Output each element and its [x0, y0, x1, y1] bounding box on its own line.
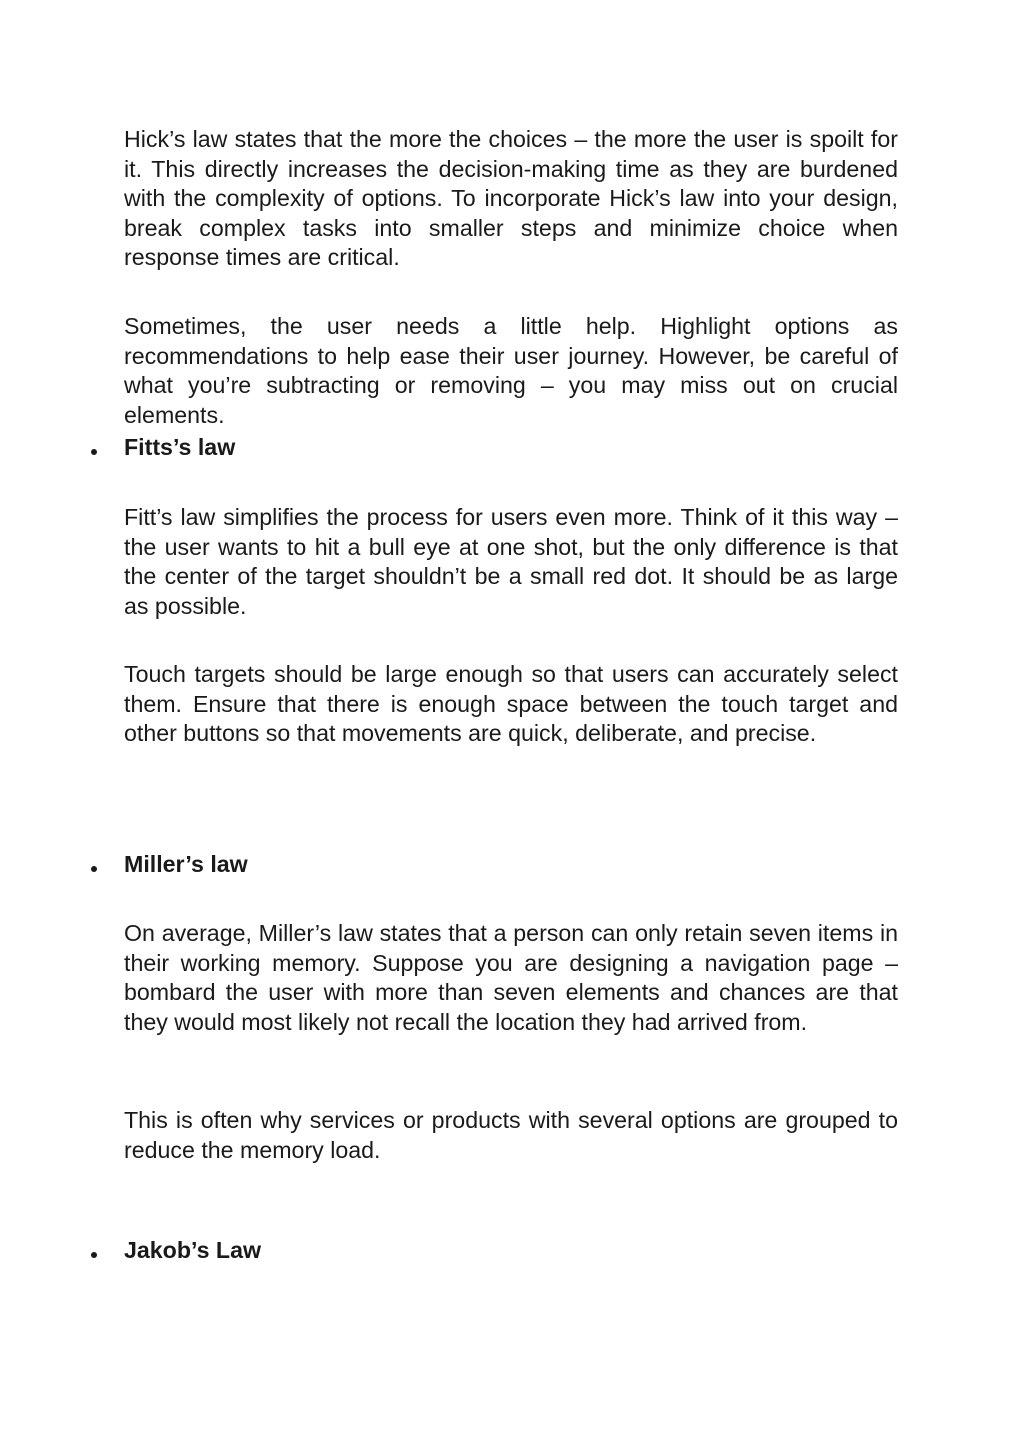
fitts-law-heading: Fitts’s law [124, 434, 236, 460]
fitts-law-paragraph-1: Fitt’s law simplifies the process for users even more. Think of it this way – the user wants to hit a bull eye at one shot, but the only difference is that the center of the target shouldn’t be a small red dot. It should be as large as possible. [124, 504, 898, 619]
hicks-law-paragraph-1: Hick’s law states that the more the choices – the more the user is spoilt for it. This directly increases the decision-making time as they are burdened with the complexity of options. To incorporate Hick’s law into your design, break complex tasks into smaller steps and minimize choice when response times are critical. [124, 126, 898, 271]
fitts-law-paragraph-2: Touch targets should be large enough so that users can accurately select them. Ensure that there is enough space between the touch target and other buttons so that movements are quick, deliberate, and precise. [124, 661, 898, 747]
millers-law-paragraph-1: On average, Miller’s law states that a person can only retain seven items in their working memory. Suppose you are designing a navigation page – bombard the user with more than seven elements and chances are that they would most likely not recall the location they had arrived from. [124, 920, 898, 1035]
bullet-icon [91, 449, 97, 455]
bullet-icon [91, 866, 97, 872]
millers-law-paragraph-2: This is often why services or products with several options are grouped to reduce the memory load. [124, 1107, 898, 1163]
hicks-law-paragraph-2: Sometimes, the user needs a little help. Highlight options as recommendations to help ease their user journey. However, be careful of what you’re subtracting or removing – you may miss out on crucial elements. [124, 313, 898, 428]
jakobs-law-heading: Jakob’s Law [124, 1237, 262, 1263]
bullet-icon [91, 1252, 97, 1258]
millers-law-heading: Miller’s law [124, 851, 248, 877]
